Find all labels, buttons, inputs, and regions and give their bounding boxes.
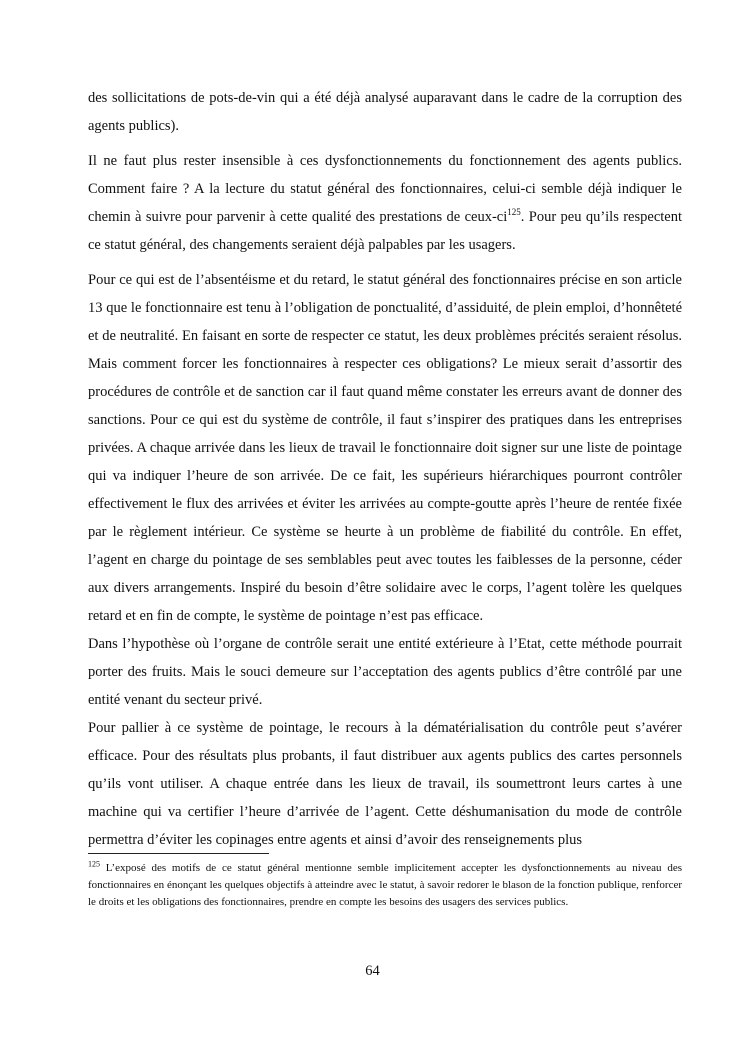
paragraph-absenteisme: Pour ce qui est de l’absentéisme et du retard, le statut général des fonctionnaires précise en son article 13 que le fonctionnaire est tenu à l’obligation de ponctualité, d’assiduité, de plein emploi, d’honnêteté et de neutralité. En faisant en sorte de respecter ce statut, les deux problèmes précités seraient résolus. Mais comment forcer les fonctionnaires à respecter ces obligations? Le mieux serait d’assortir des procédures de contrôle et de sanction car il faut quand même constater les erreurs avant de donner des sanctions. Pour ce qui est du système de contrôle, il faut s’inspirer des pratiques dans les entreprises privées. A chaque arrivée dans les lieux de travail le fonctionnaire doit signer sur une liste de pointage qui va indiquer l’heure de son arrivée. De ce fait, les supérieurs hiérarchiques pourront contrôler effectivement le flux des arrivées et éviter les arrivées au compte-goutte après l’heure de rentée fixée par le règlement intérieur. Ce système se heurte à un problème de fiabilité du contrôle. En effet, l’agent en charge du pointage de ses semblables peut avec toutes les faiblesses de la personne, céder aux divers arrangements. Inspiré du besoin d’être solidaire avec le corps, l’agent tolère les quelques retard et en fin de compte, le système de pointage n’est pas efficace. [88,272,682,624]
paragraph-text: . Pour peu qu’ils respectent ce statut général, des changements seraient déjà palpables par les usagers. [88,209,682,253]
footnote-separator [88,853,269,854]
paragraph-dysfonctionnements [88,147,682,259]
footnote-reference[interactable]: 125 [507,207,521,218]
footnote-text: L’exposé des motifs de ce statut général mentionne semble implicitement accepter les dysfonctionnements au niveau des fonctionnaires en énonçant les quelques objectifs à atteindre avec le statut, à savoir redorer le blason de la fonction publique, renforcer le droits et les obligations des fonctionnaires, prendre en compte les besoins des usagers des services publics. [88,862,682,908]
footnote-number: 125 [88,859,100,869]
paragraph-text: Il ne faut plus rester insensible à ces dysfonctionnements du fonctionnement des agents publics. Comment faire ? A la lecture du statut général des fonctionnaires, celui-ci semble déjà indiquer le chemin à suivre pour parvenir à cette qualité des prestations de ceux-ci [88,153,682,225]
document-body [88,84,682,854]
footnote [88,860,682,911]
paragraph-dematerialisation: Pour pallier à ce système de pointage, le recours à la dématérialisation du contrôle peut s’avérer efficace. Pour des résultats plus probants, il faut distribuer aux agents publics des cartes personnels qu’ils vont utiliser. A chaque entrée dans les lieux de travail, ils soumettront leurs cartes à une machine qui va certifier l’heure d’arrivée de l’agent. Cette déshumanisation du mode de contrôle permettra d’éviter les copinages entre agents et ainsi d’avoir des renseignements plus [88,720,682,848]
paragraph-hypothese: Dans l’hypothèse où l’organe de contrôle serait une entité extérieure à l’Etat, cette méthode pourrait porter des fruits. Mais le souci demeure sur l’acceptation des agents publics d’être contrôlé par une entité venant du secteur privé. [88,636,682,708]
paragraph-continuation: des sollicitations de pots-de-vin qui a été déjà analysé auparavant dans le cadre de la corruption des agents publics). [88,90,682,134]
page-number: 64 [365,963,380,979]
